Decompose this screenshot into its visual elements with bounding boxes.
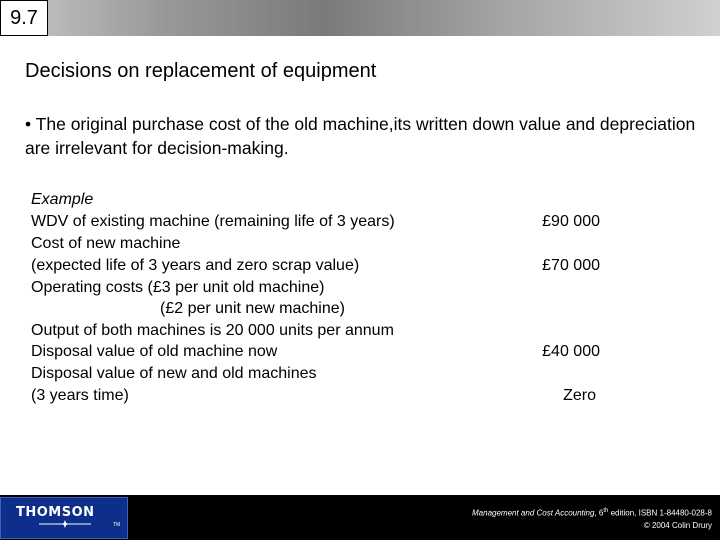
example-row-label: (expected life of 3 years and zero scrap value) — [31, 257, 360, 274]
edition-suffix: th — [603, 508, 609, 514]
example-row-label: Disposal value of new and old machines — [31, 365, 317, 382]
edition-isbn: edition, ISBN 1-84480-028-8 — [608, 508, 712, 518]
example-row-label: Disposal value of old machine now — [31, 343, 278, 360]
star-icon — [39, 520, 91, 528]
example-row-value: £70 000 — [542, 257, 600, 274]
footer-bar — [0, 495, 720, 540]
footer-credit — [472, 505, 712, 532]
example-row-value: Zero — [563, 387, 596, 404]
example-row-label: Output of both machines is 20 000 units per annum — [31, 322, 394, 339]
book-title: Management and Cost Accounting — [472, 508, 595, 518]
example-heading: Example — [31, 191, 94, 208]
header-banner — [0, 0, 720, 36]
example-row-label: (£2 per unit new machine) — [160, 300, 345, 317]
copyright: © 2004 Colin Drury — [643, 520, 712, 530]
bullet-point: • The original purchase cost of the old machine,its written down value and depreciation are irrelevant for decision-making. — [25, 114, 696, 158]
slide-title: Decisions on replacement of equipment — [25, 60, 377, 82]
example-row-label: Cost of new machine — [31, 235, 181, 252]
edition-number: , 6 — [594, 508, 604, 518]
example-row-label: (3 years time) — [31, 387, 129, 404]
book-citation — [472, 505, 712, 520]
example-row-label: WDV of existing machine (remaining life of 3 years) — [31, 213, 395, 230]
trademark-mark: TM — [113, 522, 121, 528]
logo-text: THOMSON — [16, 505, 95, 520]
slide-number: 9.7 — [0, 0, 48, 36]
thomson-logo — [0, 497, 128, 539]
example-row-value: £40 000 — [542, 343, 600, 360]
example-row-value: £90 000 — [542, 213, 600, 230]
example-row-label: Operating costs (£3 per unit old machine) — [31, 279, 325, 296]
